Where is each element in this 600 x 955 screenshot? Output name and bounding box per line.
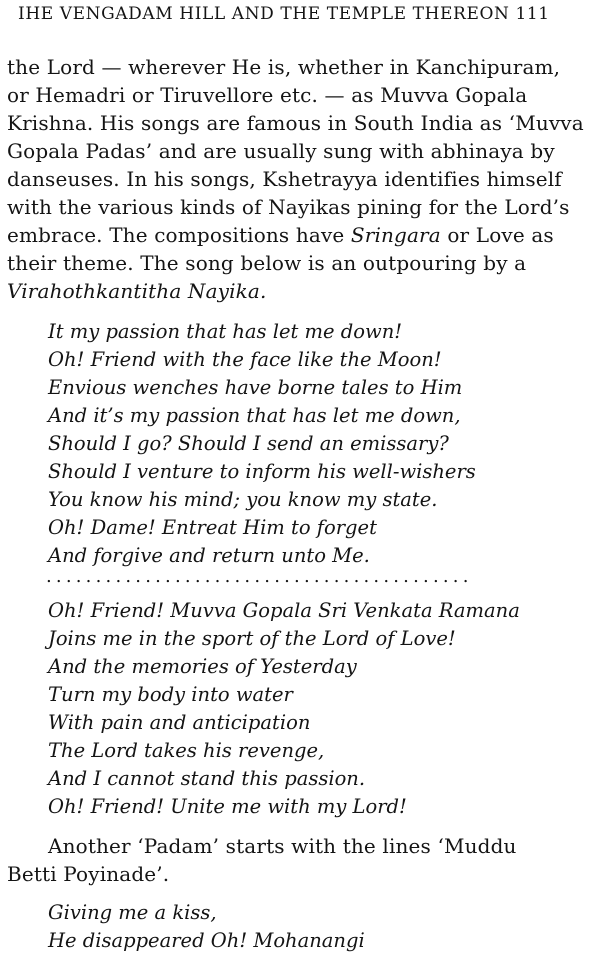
verse-line: Oh! Dame! Entreat Him to forget (48, 516, 377, 539)
verse-line: And the memories of Yesterday (48, 655, 357, 678)
verse-line: Oh! Friend! Muvva Gopala Sri Venkata Ramana (48, 599, 520, 622)
verse-line: And forgive and return unto Me. (48, 544, 370, 567)
verse-line: Joins me in the sport of the Lord of Love! (48, 627, 456, 650)
prose-line: with the various kinds of Nayikas pining for the Lord’s (7, 195, 570, 219)
italic-term: Sringara (350, 223, 441, 247)
prose-line: the Lord — wherever He is, whether in Kanchipuram, (7, 55, 561, 79)
prose-text: or Love as (440, 223, 554, 247)
verse-line: Oh! Friend with the face like the Moon! (48, 348, 442, 371)
verse-line: Should I venture to inform his well-wishers (48, 460, 476, 483)
verse-line: It my passion that has let me down! (48, 320, 403, 343)
ellipsis-separator: ........................................... (46, 566, 473, 587)
verse-line: And I cannot stand this passion. (48, 767, 366, 790)
verse-line: The Lord takes his revenge, (48, 739, 325, 762)
verse-line: Envious wenches have borne tales to Him (48, 376, 463, 399)
prose-line: Krishna. His songs are famous in South India as ‘Muvva (7, 111, 584, 135)
verse-line: You know his mind; you know my state. (48, 488, 438, 511)
verse-line: Should I go? Should I send an emissary? (48, 432, 449, 455)
prose-line: Gopala Padas’ and are usually sung with abhinaya by (7, 139, 555, 163)
prose-line: Another ‘Padam’ starts with the lines ‘Muddu (48, 834, 517, 858)
verse-line: Giving me a kiss, (48, 901, 217, 924)
prose-line-italic: Virahothkantitha Nayika. (7, 279, 267, 303)
verse-line: He disappeared Oh! Mohanangi (48, 929, 365, 952)
prose-line: their theme. The song below is an outpouring by a (7, 251, 527, 275)
prose-line: danseuses. In his songs, Kshetrayya identifies himself (7, 167, 562, 191)
prose-text: embrace. The compositions have (7, 223, 351, 247)
prose-line-with-italic-term (7, 225, 554, 245)
verse-line: And it’s my passion that has let me down, (48, 404, 461, 427)
verse-line: With pain and anticipation (48, 711, 311, 734)
running-head: IHE VENGADAM HILL AND THE TEMPLE THEREON 111 (18, 4, 550, 24)
prose-line: or Hemadri or Tiruvellore etc. — as Muvva Gopala (7, 83, 528, 107)
prose-line: Betti Poyinade’. (7, 862, 170, 886)
verse-line: Turn my body into water (48, 683, 293, 706)
verse-line: Oh! Friend! Unite me with my Lord! (48, 795, 407, 818)
